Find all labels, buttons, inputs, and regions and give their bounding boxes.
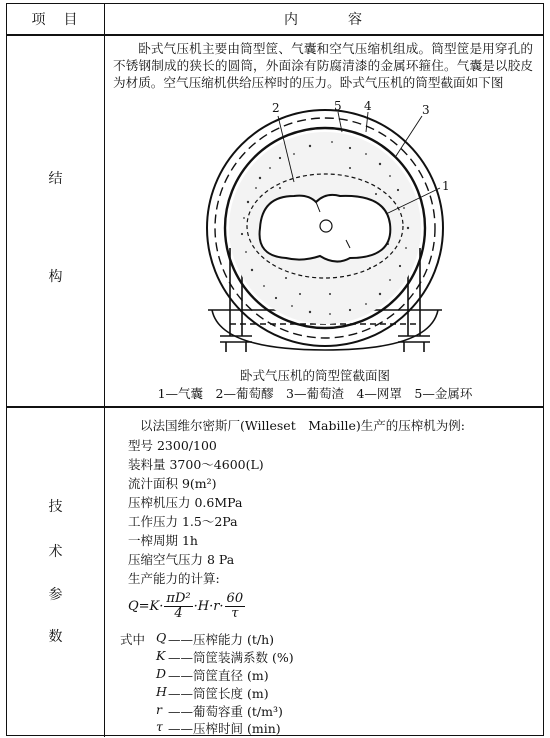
section-divider (7, 406, 543, 408)
definition-text: ——压榨时间 (min) (168, 721, 281, 736)
figure-label: 3 (422, 103, 430, 117)
spec-line: 装料量 3700～4600(L) (128, 457, 264, 472)
definition-text: ——压榨能力 (t/h) (168, 632, 275, 647)
spec-line: 一榨周期 1h (128, 533, 198, 548)
formula-fraction-area (164, 592, 192, 621)
header-content: 内 容 (284, 12, 364, 28)
tech-label-char-1: 技 (48, 499, 63, 515)
definition-symbol: K (156, 648, 166, 663)
header-item: 项 目 (31, 12, 80, 28)
figure-label: 4 (364, 99, 372, 113)
spec-line: 压榨机压力 0.6MPa (128, 495, 243, 510)
spec-line: 压缩空气压力 8 Pa (128, 552, 235, 567)
formula-frac1-den: 4 (174, 606, 183, 621)
definition-text: ——葡萄容重 (t/m³) (168, 704, 283, 719)
spec-line: 流汁面积 9(m²) (128, 476, 217, 491)
formula-frac2-den: τ (231, 606, 239, 621)
tech-intro: 以法国维尔密斯厂(Willeset Mabille)生产的压榨机为例: (140, 418, 465, 433)
definition-text: ——筒筐装满系数 (%) (168, 650, 294, 665)
figure-label: 2 (272, 101, 280, 115)
press-cross-section-figure (190, 98, 460, 360)
figure-caption: 卧式气压机的筒型筐截面图 (239, 368, 390, 383)
structure-label-char-2: 构 (48, 269, 63, 285)
capacity-formula (128, 592, 246, 628)
definition-symbol: τ (156, 719, 163, 734)
definition-text: ——筒筐直径 (m) (168, 668, 269, 683)
figure-label: 5 (334, 99, 342, 113)
structure-label-char-1: 结 (48, 171, 63, 187)
where-label: 式中 (120, 632, 146, 647)
spec-line: 型号 2300/100 (128, 438, 217, 453)
formula-mid: ·H·r· (193, 599, 224, 614)
definition-symbol: r (156, 702, 162, 717)
header-divider (7, 34, 543, 36)
formula-lhs: Q=K· (128, 599, 164, 614)
figure-label: 1 (442, 179, 450, 193)
definition-symbol: Q (156, 630, 167, 645)
formula-frac2-num: 60 (226, 591, 244, 606)
tech-label-char-2: 术 (48, 544, 63, 560)
formula-fraction-time (225, 592, 246, 621)
figure-legend: 1—气囊 2—葡萄醪 3—葡萄渣 4—网罩 5—金属环 (157, 386, 473, 401)
definition-text: ——筒筐长度 (m) (168, 686, 269, 701)
spec-line: 生产能力的计算: (128, 571, 220, 586)
definition-symbol: H (156, 684, 167, 699)
tech-label-char-4: 数 (48, 629, 63, 645)
formula-frac1-num: πD² (166, 591, 191, 606)
structure-description: 卧式气压机主要由筒型筐、气囊和空气压缩机组成。筒型筐是用穿孔的不锈钢制成的狭长的圆筒，外面涂有防腐清漆的金属环箍住。气囊是以胶皮为材质。空气压缩机供给压榨时的压力。卧式气压机的筒型截面如下图 (113, 41, 533, 90)
definition-symbol: D (156, 666, 167, 681)
tech-label-char-3: 参 (48, 587, 63, 603)
spec-line: 工作压力 1.5～2Pa (128, 514, 238, 529)
